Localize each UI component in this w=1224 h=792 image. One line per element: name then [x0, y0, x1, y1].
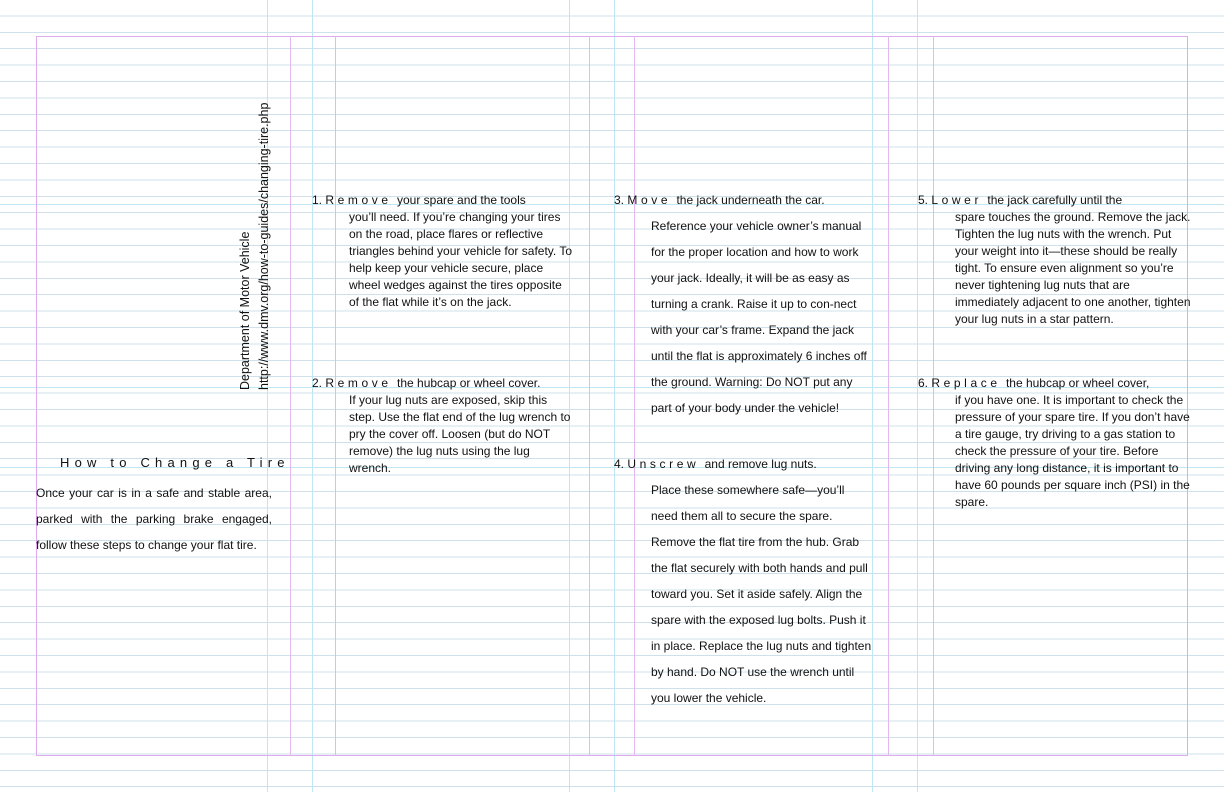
- step-keyword: Unscrew: [627, 457, 700, 471]
- source-url: http://www.dmv.org/how-to-guides/changing-tire.php: [257, 102, 271, 390]
- step-heading: [312, 192, 574, 209]
- step-lead: the jack carefully until the: [987, 193, 1123, 207]
- step-body: you’ll need. If you’re changing your tires on the road, place flares or reflective triangles behind your vehicle for safety. To help keep your vehicle secure, place wheel wedges against the tires opposite of the flat while it’s on the jack.: [349, 210, 573, 309]
- step-keyword: Lower: [931, 193, 983, 207]
- step-number: 2.: [312, 376, 323, 390]
- sidebar-credits: [236, 90, 276, 390]
- step-heading: [312, 375, 574, 392]
- step-item: [918, 192, 1192, 328]
- step-lead: your spare and the tools: [397, 193, 526, 207]
- step-body: Reference your vehicle owner’s manual for the proper location and how to work your jack. Ideally, it will be as easy as turning a crank. Raise it up to con-nect with your car’s frame. Expand the jack until the flat is approximately 6 inches off the ground. Warning: Do NOT put any part of your body under the vehicle!: [651, 219, 867, 415]
- step-heading: [614, 192, 872, 209]
- step-item: [312, 375, 574, 477]
- step-number: 5.: [918, 193, 929, 207]
- step-body: Place these somewhere safe—you’ll need them all to secure the spare. Remove the flat tire from the hub. Grab the flat securely with both hands and pull toward you. Set it aside safely. Align the spare with the exposed lug bolts. Push it in place. Replace the lug nuts and tighten by hand. Do NOT use the wrench until you lower the vehicle.: [651, 483, 872, 705]
- margin-line: [589, 36, 590, 756]
- step-heading: [918, 192, 1192, 209]
- step-item: [614, 456, 872, 711]
- step-item: [918, 375, 1192, 511]
- step-keyword: Remove: [325, 193, 392, 207]
- margin-line: [888, 36, 889, 756]
- margin-line: [290, 36, 291, 756]
- step-number: 3.: [614, 193, 625, 207]
- step-number: 1.: [312, 193, 323, 207]
- step-keyword: Replace: [931, 376, 1001, 390]
- step-number: 6.: [918, 376, 929, 390]
- page-title: How to Change a Tire: [60, 455, 290, 470]
- step-item: [312, 192, 574, 311]
- step-body: If your lug nuts are exposed, skip this step. Use the flat end of the lug wrench to pry the cover off. Loosen (but do NOT remove) the lug nuts using the lug wrench.: [349, 393, 571, 475]
- step-keyword: Move: [627, 193, 672, 207]
- step-lead: the hubcap or wheel cover.: [397, 376, 541, 390]
- step-number: 4.: [614, 457, 625, 471]
- step-heading: [918, 375, 1192, 392]
- intro-paragraph: Once your car is in a safe and stable area, parked with the parking brake engaged, follow these steps to change your flat tire.: [36, 486, 272, 552]
- step-item: [614, 192, 872, 421]
- step-heading: [614, 456, 872, 473]
- organization-name: Department of Motor Vehicle: [238, 231, 252, 390]
- step-keyword: Remove: [325, 376, 392, 390]
- step-lead: and remove lug nuts.: [704, 457, 817, 471]
- step-lead: the jack underneath the car.: [676, 193, 825, 207]
- step-body: if you have one. It is important to check the pressure of your spare tire. If you don’t have a tire gauge, try driving to a gas station to check the pressure of your tire. Before driving any long distance, it is important to have 60 pounds per square inch (PSI) in the spare.: [955, 393, 1190, 509]
- step-body: spare touches the ground. Remove the jack. Tighten the lug nuts with the wrench. Put your weight into it—these should be really tight. To ensure even alignment so you’re never tightening lug nuts that are immediately adjacent to one another, tighten your lug nuts in a star pattern.: [955, 210, 1191, 326]
- step-lead: the hubcap or wheel cover,: [1005, 376, 1150, 390]
